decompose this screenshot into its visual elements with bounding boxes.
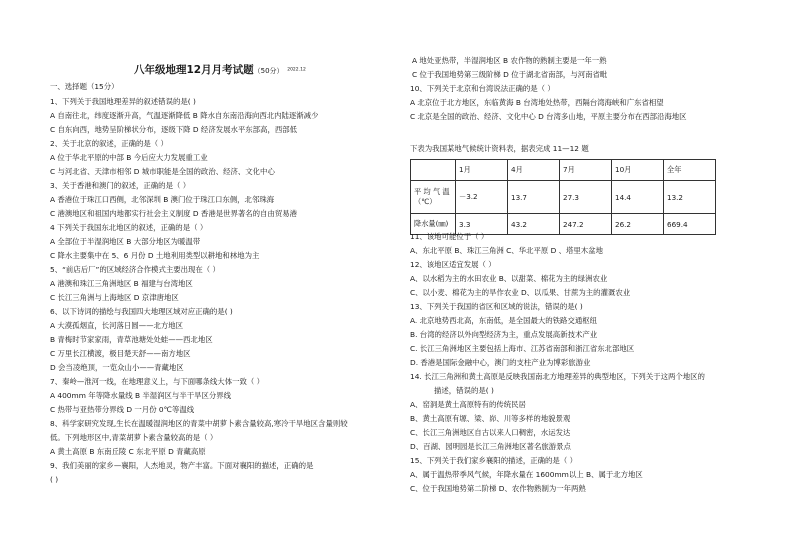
q12-option-ab: A、以水稻为主的水田农业 B、以甜菜、棉花为主的绿洲农业 [410, 274, 608, 283]
table-cell: 13.7 [508, 181, 560, 214]
section-heading: 一、选择题（15分） [50, 82, 119, 91]
q2-option-cd: C 与河北省、天津市相邻 D 城市职能是全国的政治、经济、文化中心 [50, 167, 275, 176]
q14-option-b: B、黄土高原有塬、梁、峁、川等多样的地貌景观 [410, 414, 571, 423]
score-text: （50分） [253, 67, 284, 75]
q10-option-cd: C 北京是全国的政治、经济、文化中心 D 台湾多山地，平原主要分布在西部沿海地区 [410, 112, 687, 121]
q5-option-ab: A 港澳和珠江三角洲地区 B 福建与台湾地区 [50, 279, 193, 288]
table-cell: 7月 [560, 160, 612, 181]
question-8: 8、科学家研究发现,生长在温暖湿润地区的青菜中胡萝卜素含量较高,寒冷干旱地区含量则较 [50, 419, 348, 428]
climate-table [410, 159, 716, 235]
q13-option-d: D. 香港是国际金融中心，澳门的支柱产业为博彩旅游业 [410, 358, 591, 367]
q13-option-a: A. 北京地势西北高，东南低，是全国最大的铁路交通枢纽 [410, 316, 598, 325]
table-cell: 26.2 [612, 214, 664, 235]
question-2: 2、关于北京的叙述，正确的是（ ） [50, 139, 168, 148]
q10-option-ab: A 北京位于北方地区，东临黄海 B 台湾地处热带，西隔台湾海峡和广东省相望 [410, 98, 664, 107]
q14-option-d: D、百湖、园明园是长江三角洲地区著名旅游景点 [410, 442, 571, 451]
question-3: 3、关于香港和澳门的叙述，正确的是（ ） [50, 181, 191, 190]
question-5: 5、“前店后厂”的区域经济合作模式主要出现在（ ） [50, 265, 220, 274]
q13-option-b: B. 台湾的经济以外向型经济为主，重点发展高新技术产业 [410, 330, 598, 339]
table-intro: 下表为我国某地气候统计资料表，据表完成 11—12 题 [410, 144, 589, 153]
question-6: 6、以下诗词的描绘与我国四大地理区域对应正确的是( ) [50, 307, 233, 316]
table-cell: 10月 [612, 160, 664, 181]
table-cell: 43.2 [508, 214, 560, 235]
question-9: 9、我们美丽的家乡—襄阳，人杰地灵，物产丰富。下面对襄阳的描述，正确的是 [50, 461, 314, 470]
q12-option-cd: C、以小麦、棉花为主的旱作农业 D、以瓜果、甘蔗为主的灌溉农业 [410, 288, 631, 297]
date-tag: 2022.12 [287, 67, 306, 73]
table-cell: 平 均 气 温 （℃） [411, 181, 456, 214]
table-cell [411, 160, 456, 181]
question-4: 4 下列关于我国东北地区的叙述，正确的是（ ） [50, 223, 208, 232]
title-text: 八年级地理12月月考试题 [134, 64, 254, 76]
question-1: 1、下列关于我国地理差异的叙述错误的是( ) [50, 97, 196, 106]
question-14-cont: 描述，错误的是( ) [434, 386, 494, 395]
question-8-cont: 低。下列地形区中,青菜胡萝卜素含量较高的是（ ） [50, 433, 218, 442]
question-14: 14. 长江三角洲和黄土高原是反映我国南北方地理差异的典型地区，下列关于这两个地区的 [410, 372, 705, 381]
q6-option-b: B 青梅时节家家雨，青草池塘处处蛙——西北地区 [50, 335, 213, 344]
q8-options: A 黄土高原 B 东南丘陵 C 东北平原 D 青藏高原 [50, 447, 206, 456]
table-cell: 27.3 [560, 181, 612, 214]
q14-option-c: C、长江三角洲地区自古以来人口稠密，水运发达 [410, 428, 571, 437]
table-cell: 降水量(㎜) [411, 214, 456, 235]
table-cell: 247.2 [560, 214, 612, 235]
q7-option-ab: A 400mm 年等降水量线 B 半湿润区与半干旱区分界线 [50, 391, 232, 400]
table-cell: －3.2 [456, 181, 508, 214]
q6-option-a: A 大漠孤烟直，长河落日圆——北方地区 [50, 321, 184, 330]
table-cell: 3.3 [456, 214, 508, 235]
q3-option-cd: C 港澳地区和祖国内地都实行社会主义制度 D 香港是世界著名的自由贸易港 [50, 209, 298, 218]
q5-option-cd: C 长江三角洲与上海地区 D 京津唐地区 [50, 293, 179, 302]
q15-option-ab: A、属于温热带季风气候，年降水量在 1600mm以上 B、属于北方地区 [410, 470, 643, 479]
table-cell: 1月 [456, 160, 508, 181]
q6-option-c: C 万里长江横渡，极目楚天舒——南方地区 [50, 349, 191, 358]
question-15: 15、下列关于我们家乡襄阳的描述，正确的是（ ） [410, 456, 577, 465]
table-cell: 669.4 [664, 214, 716, 235]
question-11: 11、该地可能位于（ ） [410, 232, 489, 241]
q3-option-ab: A 香港位于珠江口西侧，北邻深圳 B 澳门位于珠江口东侧，北邻珠海 [50, 195, 275, 204]
q11-options: A、东北平原 B、珠江三角洲 C、华北平原 D 、塔里木盆地 [410, 246, 603, 255]
q1-option-cd: C 自东向西，地势呈阶梯状分布，逐级下降 D 经济发展水平东部高，西部低 [50, 125, 298, 134]
table-row [411, 181, 716, 214]
q4-option-ab: A 全部位于半湿润地区 B 大部分地区为暖温带 [50, 237, 201, 246]
table-header-row [411, 160, 716, 181]
table-cell: 全年 [664, 160, 716, 181]
exam-title [134, 62, 306, 77]
q9-option-ab: A 地处亚热带，半湿润地区 B 农作物的熟制主要是一年一熟 [412, 56, 607, 65]
question-7: 7、秦岭—淮河一线，在地理意义上，与下面哪条线大体一致（ ） [50, 377, 264, 386]
table-cell: 14.4 [612, 181, 664, 214]
table-cell: 13.2 [664, 181, 716, 214]
q7-option-cd: C 热带与亚热带分界线 D 一月份 0℃等温线 [50, 405, 195, 414]
question-13: 13、下列关于我国的省区和区域的说法，错误的是( ) [410, 302, 583, 311]
question-9-blank: ( ) [50, 475, 59, 484]
q9-option-cd: C 位于我国地势第三级阶梯 D 位于湖北省南部，与河南省毗 [412, 70, 608, 79]
q15-option-cd: C、位于我国地势第二阶梯 D、农作物熟制为一年两熟 [410, 484, 586, 493]
q2-option-ab: A 位于华北平原的中部 B 今后应大力发展重工业 [50, 153, 208, 162]
question-12: 12、该地区适宜发展（ ） [410, 260, 496, 269]
q6-option-d: D 会当凌绝顶，一览众山小——青藏地区 [50, 363, 184, 372]
question-10: 10、下列关于北京和台湾说法正确的是（ ） [410, 84, 555, 93]
q14-option-a: A、窑洞是黄土高原特有的传统民居 [410, 400, 526, 409]
q1-option-ab: A 自南往北，纬度逐渐升高，气温逐渐降低 B 降水自东南沿海向西北内陆逐渐减少 [50, 111, 319, 120]
q13-option-c: C. 长江三角洲地区主要包括上海市、江苏省南部和浙江省东北部地区 [410, 344, 635, 353]
q4-option-cd: C 降水主要集中在 5、6 月份 D 土地利用类型以耕地和林地为主 [50, 251, 260, 260]
table-cell: 4月 [508, 160, 560, 181]
